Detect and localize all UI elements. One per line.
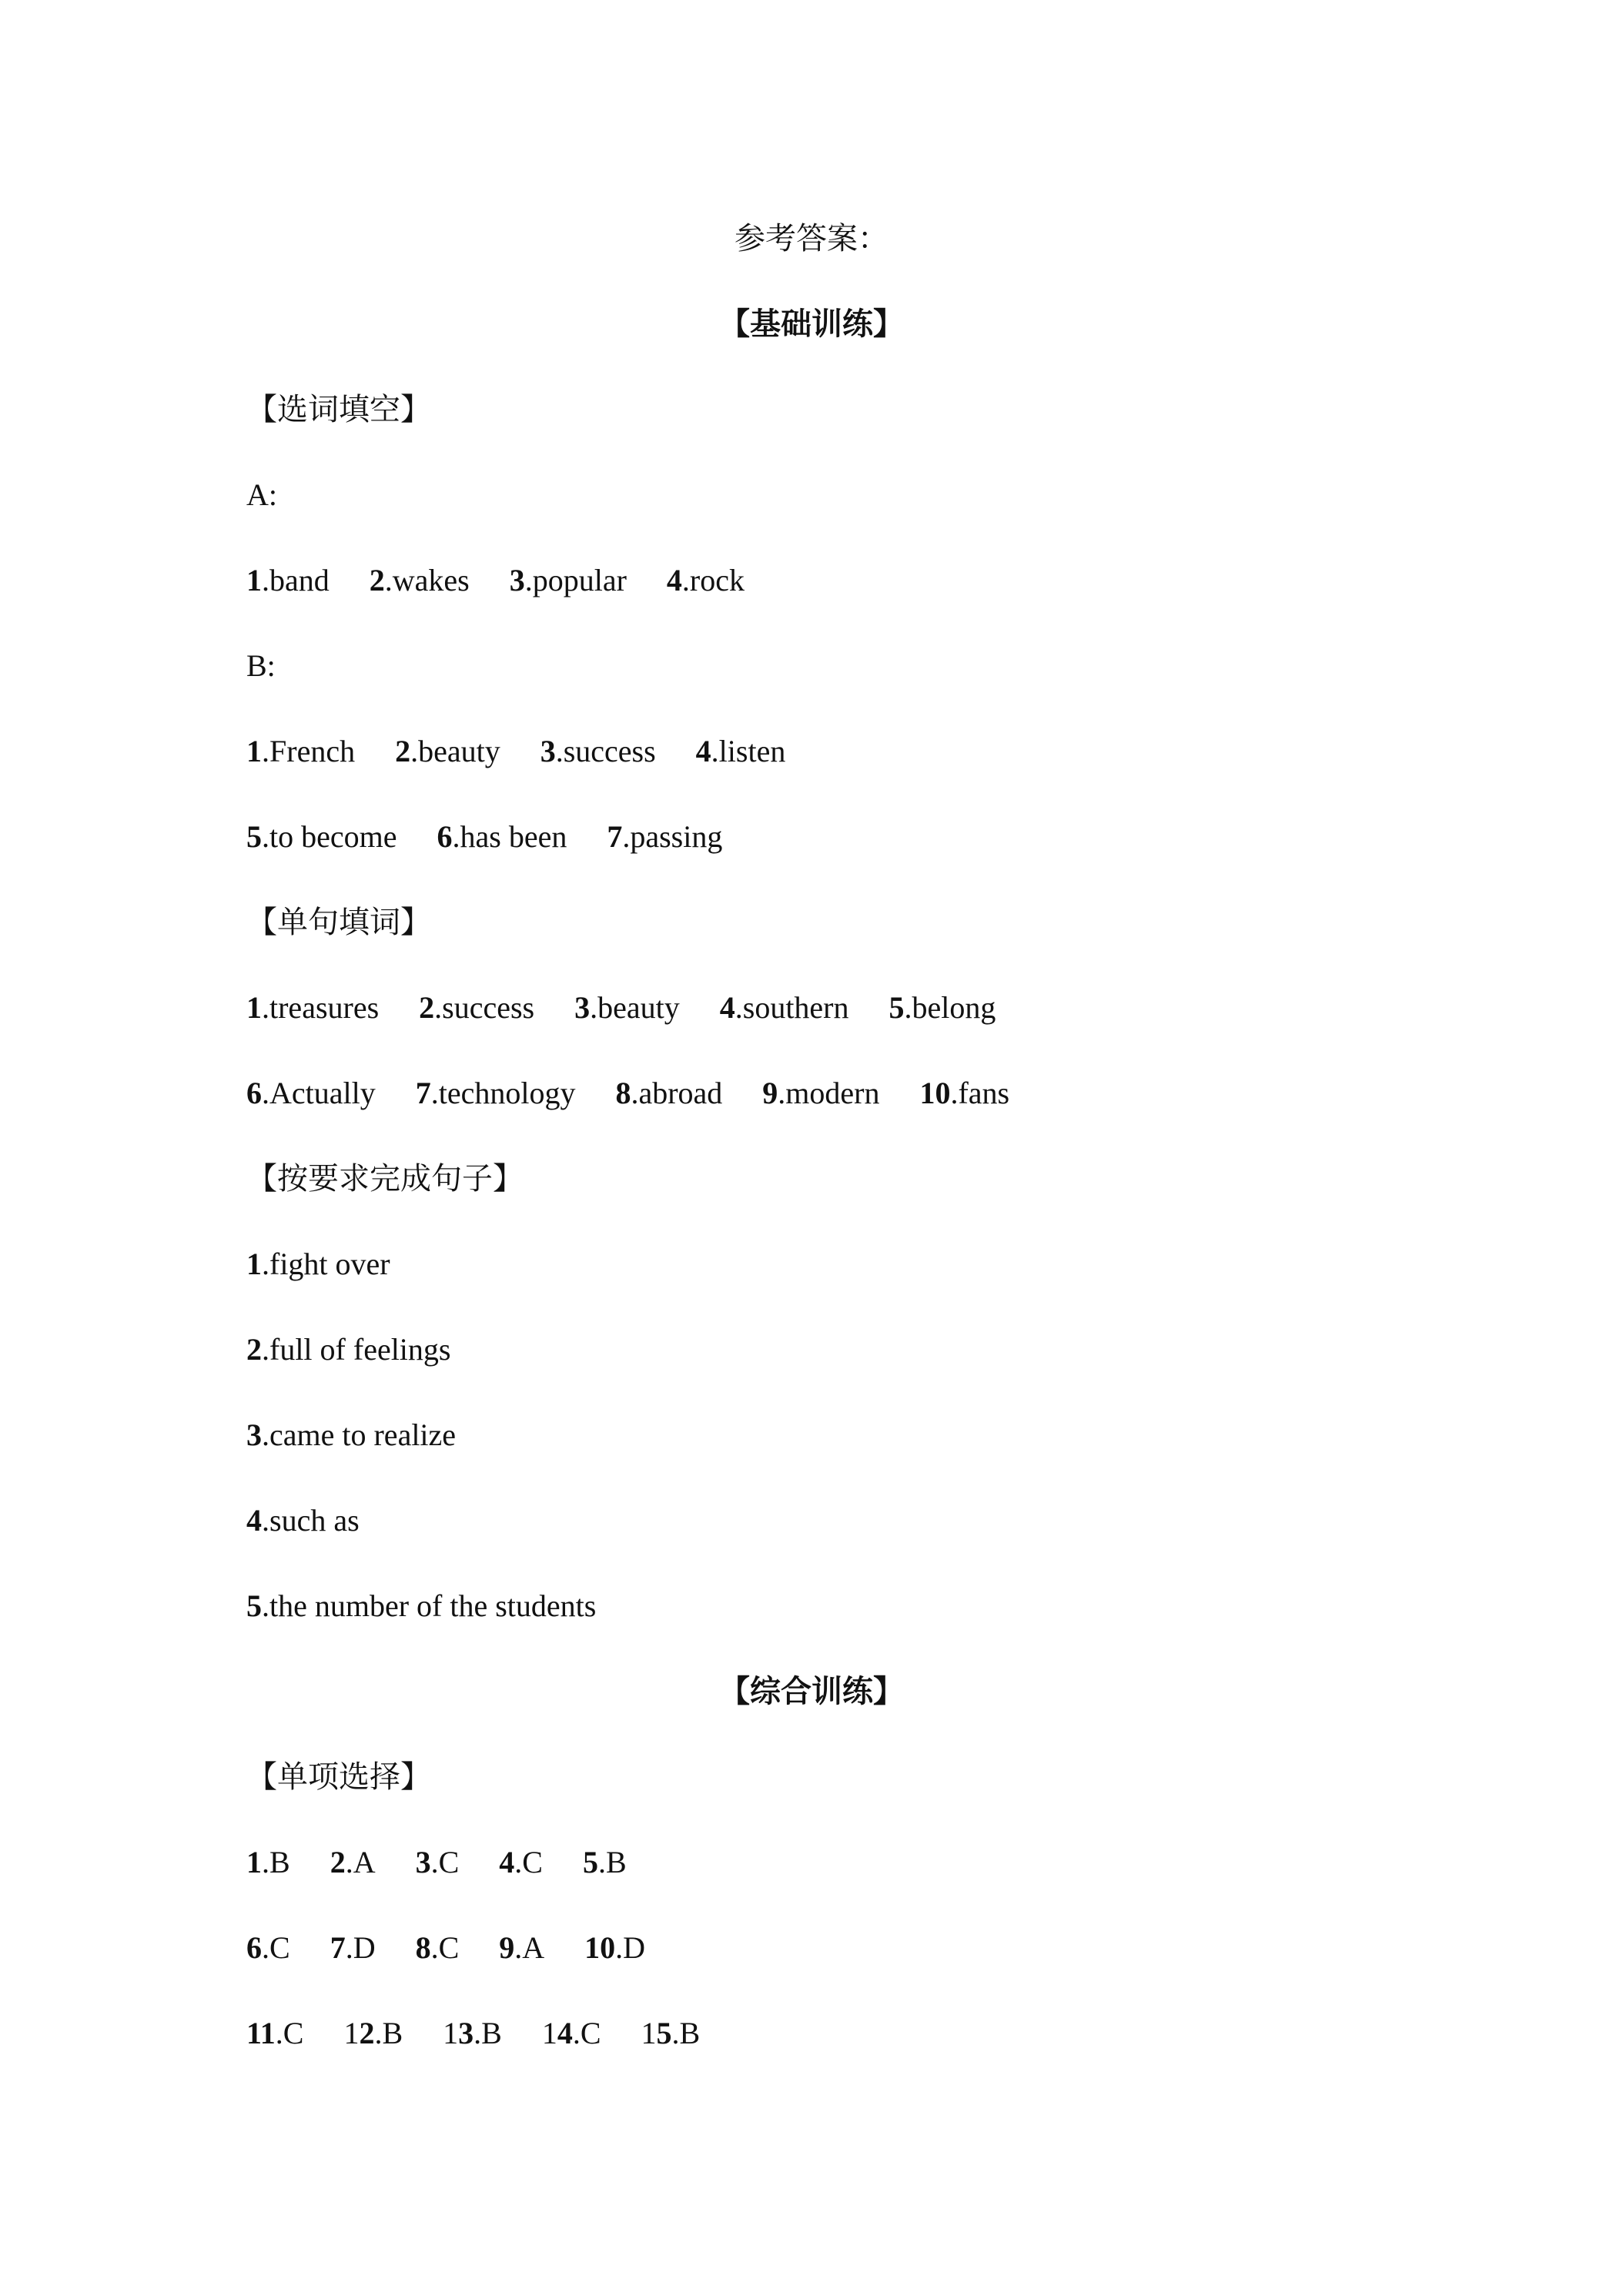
answer-row <box>246 1415 456 1455</box>
answer-row <box>246 988 996 1028</box>
answer-row <box>246 817 722 857</box>
answer-row <box>246 1501 360 1541</box>
answer-item: 6.has been <box>437 819 567 854</box>
answer-item: 5.belong <box>888 990 996 1025</box>
answer-item: 5.to become <box>246 819 397 854</box>
answer-item: 3.popular <box>509 563 627 597</box>
subsection-heading-single-sentence: 【单句填词】 <box>246 905 431 939</box>
subsection-heading-single-choice: 【单项选择】 <box>246 1759 431 1794</box>
answer-item: 13.B <box>443 2016 502 2050</box>
answer-item: 7.passing <box>607 819 723 854</box>
answer-item: 6.C <box>246 1930 290 1965</box>
answer-item: 1.fight over <box>246 1247 390 1281</box>
subsection-heading-fill-words: 【选词填空】 <box>246 392 431 427</box>
answer-item: 3.C <box>415 1845 460 1879</box>
subsection-heading-complete-sentences: 【按要求完成句子】 <box>246 1161 524 1196</box>
answer-item: 4.such as <box>246 1503 360 1538</box>
answer-row <box>246 1842 627 1883</box>
answer-item: 9.A <box>499 1930 545 1965</box>
answer-item: 8.C <box>415 1930 460 1965</box>
answer-item: 11.C <box>246 2016 304 2050</box>
answer-item: 5.B <box>582 1845 627 1879</box>
answer-item: 9.modern <box>762 1076 880 1110</box>
answer-item: 4.listen <box>695 734 786 768</box>
answer-item: 4.C <box>499 1845 543 1879</box>
answer-item: 4.rock <box>666 563 745 597</box>
answer-item: 2.beauty <box>395 734 500 768</box>
answer-item: 1.B <box>246 1845 290 1879</box>
answer-item: 8.abroad <box>615 1076 723 1110</box>
answer-item: 6.Actually <box>246 1076 376 1110</box>
answer-item: 1.treasures <box>246 990 380 1025</box>
answer-row <box>246 1073 1009 1113</box>
answer-item: 2.full of feelings <box>246 1332 451 1367</box>
answer-row <box>246 561 745 601</box>
answer-item: 3.success <box>540 734 656 768</box>
answer-row <box>246 2013 700 2053</box>
answer-item: 7.D <box>330 1930 376 1965</box>
answer-row <box>246 1586 596 1626</box>
answer-item: 3.beauty <box>574 990 680 1025</box>
answer-item: 14.C <box>541 2016 601 2050</box>
answer-row <box>246 1928 645 1968</box>
answer-item: 2.A <box>330 1845 376 1879</box>
section-heading-comprehensive-training: 【综合训练】 <box>719 1674 904 1709</box>
answer-item: 4.southern <box>719 990 849 1025</box>
answer-row <box>246 1244 390 1284</box>
answer-item: 12.B <box>343 2016 403 2050</box>
answer-item: 1.French <box>246 734 356 768</box>
part-a-label: A: <box>246 477 277 512</box>
answer-item: 10.D <box>584 1930 646 1965</box>
page-title: 参考答案： <box>735 221 888 256</box>
answer-item: 5.the number of the students <box>246 1588 597 1623</box>
answer-item: 7.technology <box>415 1076 576 1110</box>
section-heading-basic-training: 【基础训练】 <box>719 306 904 341</box>
answer-item: 2.success <box>419 990 535 1025</box>
part-b-label: B: <box>246 648 276 683</box>
answer-item: 1.band <box>246 563 330 597</box>
answer-item: 10.fans <box>919 1076 1010 1110</box>
answer-item: 2.wakes <box>369 563 470 597</box>
answer-item: 15.B <box>641 2016 701 2050</box>
answer-item: 3.came to realize <box>246 1417 457 1452</box>
answer-row <box>246 731 785 771</box>
answer-row <box>246 1330 451 1370</box>
